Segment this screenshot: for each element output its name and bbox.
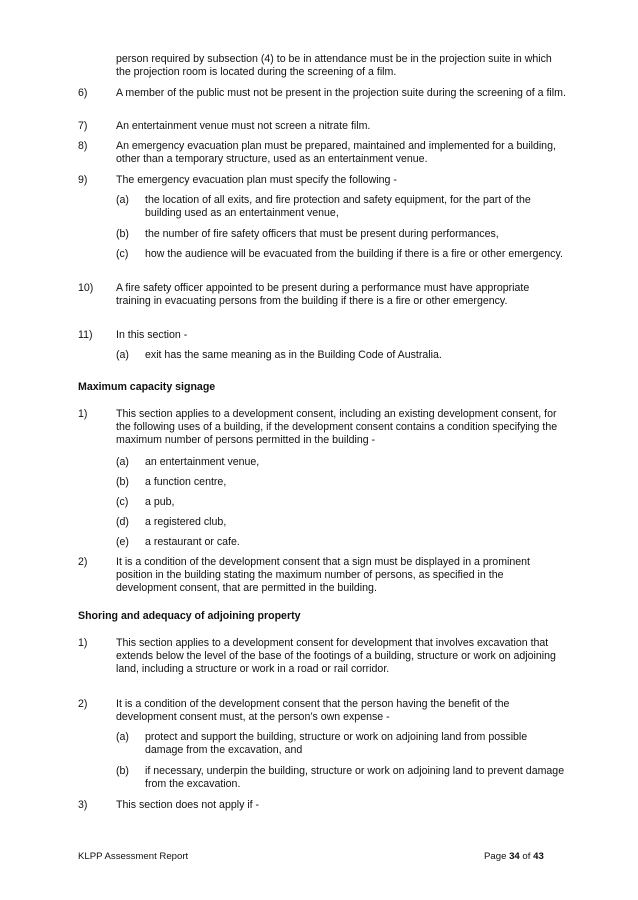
sub-item-label: (b) [116, 765, 129, 777]
item-text: An emergency evacuation plan must be prepared, maintained and implemented for a building, other than a temporary structure, used as an entertainment venue. [116, 140, 556, 166]
item-number: 6) [78, 87, 88, 99]
item-number: 11) [78, 329, 93, 341]
footer-page-indicator [484, 851, 544, 862]
sub-item-label: (a) [116, 349, 129, 361]
sub-item-label: (d) [116, 516, 129, 528]
item-text: This section applies to a development consent for development that involves excavation that extends below the level of the base of the footings of a building, structure or work on adjoining land, including a structure or work in a road or rail corridor. [116, 637, 556, 676]
sub-item-label: (a) [116, 194, 129, 206]
item-number: 1) [78, 408, 88, 420]
sub-item-label: (a) [116, 456, 129, 468]
sub-item-text: a restaurant or cafe. [145, 536, 240, 548]
item-text: This section does not apply if - [116, 799, 260, 811]
item-number: 9) [78, 174, 88, 186]
sub-item-text: a function centre, [145, 476, 227, 488]
footer-report-title: KLPP Assessment Report [78, 851, 189, 862]
footer-page-number: 34 [509, 851, 520, 862]
sub-item-text: an entertainment venue, [145, 456, 260, 468]
item-text: In this section - [116, 329, 188, 341]
item-number: 1) [78, 637, 88, 649]
sub-item-label: (c) [116, 496, 129, 508]
sub-item-text: if necessary, underpin the building, structure or work on adjoining land to prevent damage from the excavation. [145, 765, 565, 791]
item-number: 3) [78, 799, 88, 811]
footer-page-total: 43 [533, 851, 544, 862]
section-heading-shoring: Shoring and adequacy of adjoining property [78, 610, 301, 622]
sub-item-label: (e) [116, 536, 129, 548]
continuation-text: person required by subsection (4) to be in attendance must be in the projection suite in which the projection room is located during the screening of a film. [116, 53, 552, 79]
item-text: This section applies to a development consent, including an existing development consent, for the following uses of a building, if the development consent contains a condition specifying the maximum number of persons permitted in the building - [116, 408, 558, 447]
item-number: 8) [78, 140, 88, 152]
sub-item-text: a pub, [145, 496, 175, 508]
sub-item-text: the location of all exits, and fire protection and safety equipment, for the part of the building used as an entertainment venue, [145, 194, 531, 220]
section-heading-signage: Maximum capacity signage [78, 381, 216, 393]
footer-of-word: of [522, 851, 531, 862]
item-text: A fire safety officer appointed to be present during a performance must have appropriate training in evacuating persons from the building if there is a fire or other emergency. [116, 282, 530, 308]
item-number: 7) [78, 120, 88, 132]
sub-item-text: the number of fire safety officers that must be present during performances, [145, 228, 499, 240]
item-text: It is a condition of the development consent that the person having the benefit of the development consent must, at the person’s own expense - [116, 698, 510, 724]
item-number: 2) [78, 556, 88, 568]
sub-item-label: (b) [116, 476, 129, 488]
sub-item-text: how the audience will be evacuated from the building if there is a fire or other emergency. [145, 248, 563, 260]
item-text: An entertainment venue must not screen a nitrate film. [116, 120, 371, 132]
item-text: A member of the public must not be present in the projection suite during the screening of a film. [116, 87, 566, 99]
sub-item-text: protect and support the building, structure or work on adjoining land from possible damage from the excavation, and [145, 731, 528, 757]
item-number: 2) [78, 698, 88, 710]
sub-item-text: a registered club, [145, 516, 227, 528]
sub-item-label: (c) [116, 248, 129, 260]
item-text: It is a condition of the development consent that a sign must be displayed in a prominent position in the building stating the maximum number of persons, as specified in the development consent, that are permitted in the building. [116, 556, 530, 595]
footer-page-word: Page [484, 851, 507, 862]
item-number: 10) [78, 282, 94, 294]
sub-item-label: (a) [116, 731, 129, 743]
item-text: The emergency evacuation plan must specify the following - [116, 174, 397, 186]
sub-item-label: (b) [116, 228, 129, 240]
sub-item-text: exit has the same meaning as in the Building Code of Australia. [145, 349, 442, 361]
